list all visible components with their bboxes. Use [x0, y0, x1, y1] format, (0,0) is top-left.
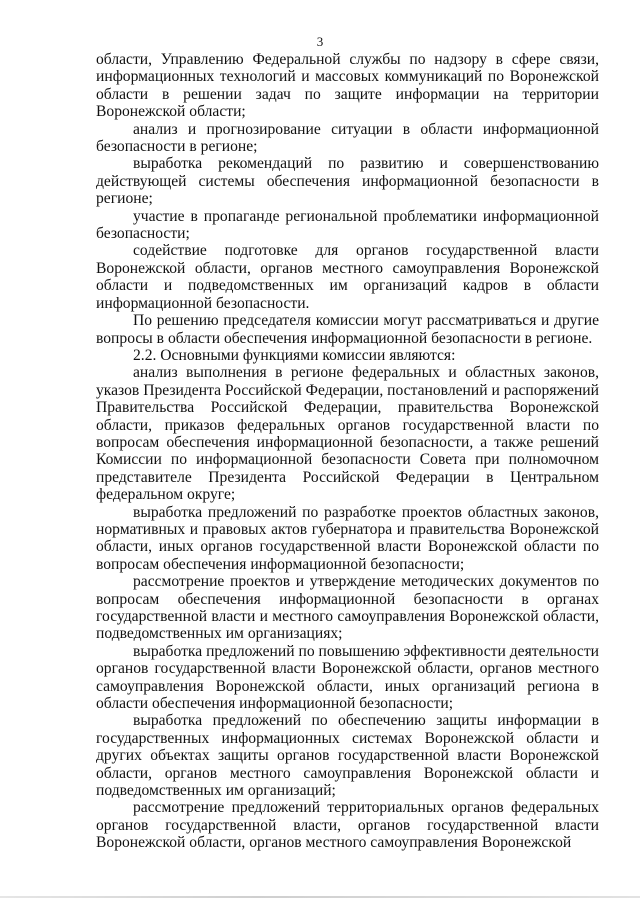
paragraph-recommendations: выработка рекомендаций по развитию и совершенствованию действующей системы обеспечения информационной безопасности в регионе;: [96, 155, 599, 208]
paragraph-other-questions: По решению председателя комиссии могут рассматриваться и другие вопросы в области обеспечения информационной безопасности в регионе.: [96, 312, 599, 347]
page-bottom-edge: [0, 896, 640, 898]
paragraph-draft-laws: выработка предложений по разработке проектов областных законов, нормативных и правовых актов губернатора и правительства Воронежской области, иных органов государственной власти Воронежской области по вопросам обеспечения информационной безопасности;: [96, 503, 599, 573]
paragraph-efficiency: выработка предложений по повышению эффективности деятельности органов государственной власти Воронежской области, органов местного самоуправления Воронежской области, иных организаций региона в области обеспечения информационной безопасности;: [96, 642, 599, 713]
paragraph-propaganda: участие в пропаганде региональной проблематики информационной безопасности;: [96, 207, 599, 243]
paragraph-analysis-forecasting: анализ и прогнозирование ситуации в области информационной безопасности в регионе;: [96, 120, 599, 156]
paragraph-methodical-documents: рассмотрение проектов и утверждение методических документов по вопросам обеспечения информационной безопасности в органах государственной власти и местного самоуправления Воронежской области, подведомственных им организациях;: [96, 573, 599, 643]
paragraph-personnel-training: содействие подготовке для органов государственной власти Воронежской области, органов местного самоуправления Воронежской области и подведомственных им организаций кадров в области информационной безопасности.: [96, 242, 599, 312]
paragraph-information-protection: выработка предложений по обеспечению защиты информации в государственных информационных системах Воронежской области и других объектах защиты органов государственной власти Воронежской области, органов местного самоуправления Воронежской области и подведомственных им организаций;: [96, 712, 599, 800]
document-body: [96, 51, 599, 852]
page-number: 3: [316, 34, 324, 49]
paragraph-continuation: области, Управлению Федеральной службы по надзору в сфере связи, информационных технологий и массовых коммуникаций по Воронежской области в решении задач по защите информации на территории Воронежской области;: [96, 51, 599, 121]
section-heading-functions: 2.2. Основными функциями комиссии являются:: [133, 346, 456, 364]
paragraph-law-analysis: анализ выполнения в регионе федеральных и областных законов, указов Президента Российской Федерации, постановлений и распоряжений Правительства Российской Федерации, правительства Воронежской области, приказов федеральных органов государственной власти по вопросам обеспечения информационной безопасности, а также решений Комиссии по информационной безопасности Совета при полномочном представителе Президента Российской Федерации в Центральном федеральном округе;: [96, 364, 599, 504]
paragraph-territorial-proposals: рассмотрение предложений территориальных органов федеральных органов государственной власти, органов государственной власти Воронежской области, органов местного самоуправления Воронежской: [96, 799, 599, 852]
